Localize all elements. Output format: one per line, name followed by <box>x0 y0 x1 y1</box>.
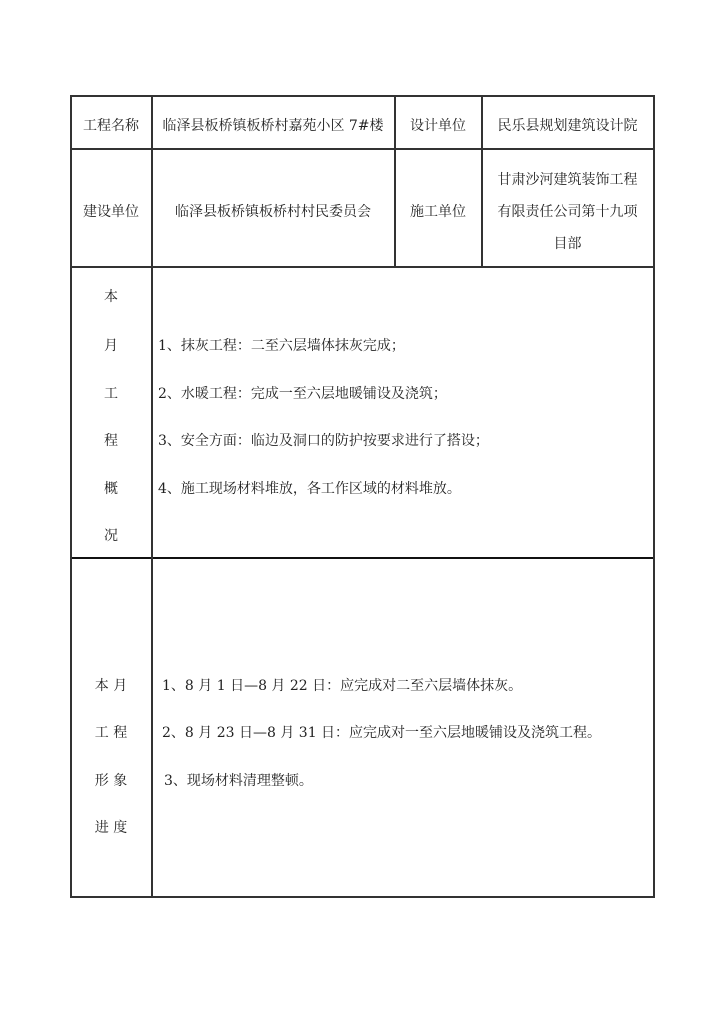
constructor-value-line-2: 有限责任公司第十九项 <box>497 204 638 220</box>
overview-label-char: 况 <box>104 528 118 544</box>
builder-label: 建设单位 <box>83 204 139 220</box>
row-divider-2 <box>70 266 655 268</box>
table-border-right <box>653 95 655 898</box>
builder-value: 临泽县板桥镇板桥村村民委员会 <box>175 204 371 220</box>
table-border-bottom <box>70 896 655 898</box>
progress-item: 3、现场材料清理整顿。 <box>164 773 313 789</box>
project-name-value: 临泽县板桥镇板桥村嘉苑小区 7#楼 <box>162 118 384 134</box>
overview-item: 1、抹灰工程：二至六层墙体抹灰完成； <box>158 338 405 354</box>
design-unit-label: 设计单位 <box>410 118 466 134</box>
progress-item: 1、8 月 1 日—8 月 22 日：应完成对二至六层墙体抹灰。 <box>162 678 523 694</box>
progress-label-line: 进 度 <box>94 820 128 836</box>
row-divider-3 <box>70 557 655 559</box>
overview-item: 3、安全方面：临边及洞口的防护按要求进行了搭设； <box>158 433 489 449</box>
overview-label-char: 月 <box>104 338 118 354</box>
table-border-top <box>70 95 655 97</box>
overview-label-char: 本 <box>104 289 118 305</box>
constructor-value-line-1: 甘肃沙河建筑装饰工程 <box>497 172 638 188</box>
overview-label-char: 程 <box>104 433 118 449</box>
progress-item: 2、8 月 23 日—8 月 31 日：应完成对一至六层地暖铺设及浇筑工程。 <box>162 725 602 741</box>
progress-label-line: 形 象 <box>94 773 128 789</box>
overview-label-char: 概 <box>104 481 118 497</box>
design-unit-value: 民乐县规划建筑设计院 <box>497 118 638 134</box>
project-name-label: 工程名称 <box>83 118 139 134</box>
constructor-label: 施工单位 <box>410 204 466 220</box>
progress-label-line: 本 月 <box>94 678 128 694</box>
overview-item: 2、水暖工程：完成一至六层地暖铺设及浇筑； <box>158 386 447 402</box>
overview-label-char: 工 <box>104 386 118 402</box>
row-divider-1 <box>70 148 655 150</box>
constructor-value-line-3: 目部 <box>553 236 582 252</box>
progress-label-line: 工 程 <box>94 725 128 741</box>
overview-item: 4、施工现场材料堆放，各工作区域的材料堆放。 <box>158 481 461 497</box>
